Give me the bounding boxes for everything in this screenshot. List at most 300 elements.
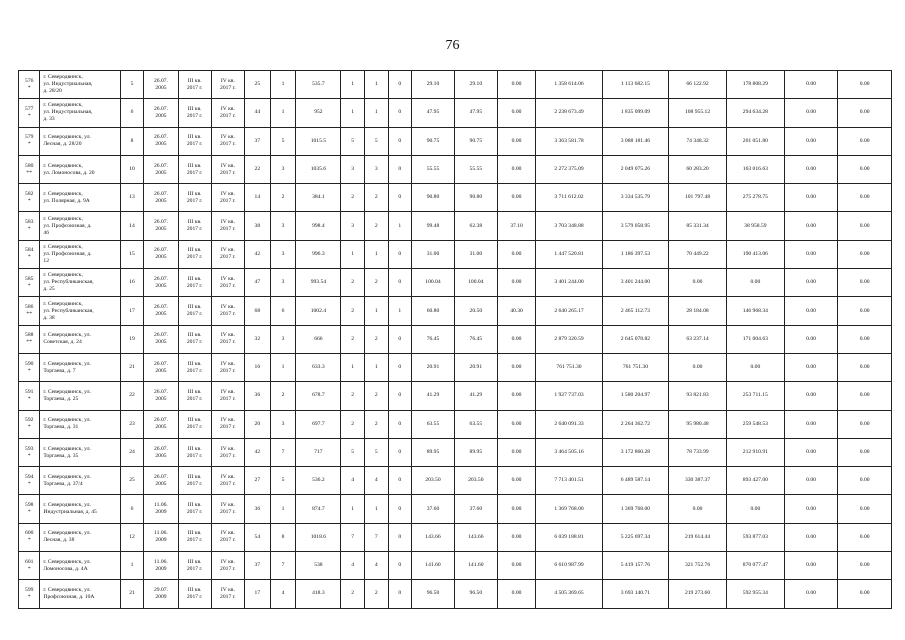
table-cell: 1 — [364, 71, 388, 99]
table-cell: 21 — [120, 580, 144, 608]
table-cell: IV кв. 2017 г. — [211, 495, 244, 523]
table-cell: 203.50 — [454, 467, 497, 495]
table-cell: 68 — [244, 297, 270, 325]
table-cell: 1 — [388, 212, 412, 240]
table-cell: 3 579 058.95 — [602, 212, 668, 240]
address-cell: г. Северодвинск, ул. Ломоносова, д. 20 — [40, 155, 120, 183]
table-cell: IV кв. 2017 г. — [211, 523, 244, 551]
table-cell: 26.07. 2005 — [144, 155, 178, 183]
table-cell: 26.07. 2005 — [144, 99, 178, 127]
table-cell: III кв. 2017 г. — [178, 410, 211, 438]
table-cell: 717 — [296, 438, 341, 466]
table-cell: 585 * — [19, 269, 40, 297]
table-cell: 25 — [244, 71, 270, 99]
table-cell: 1 — [341, 495, 365, 523]
table-cell: 0.00 — [669, 269, 727, 297]
table-cell: 3 464 505.16 — [536, 438, 602, 466]
table-cell: 11.06. 2009 — [144, 495, 178, 523]
table-cell: 60 283.20 — [669, 155, 727, 183]
table-cell: 163 016.63 — [726, 155, 784, 183]
table-cell: 0.00 — [784, 127, 838, 155]
table-cell: 592 * — [19, 410, 40, 438]
table-cell: 26.07. 2005 — [144, 269, 178, 297]
table-cell: 3 — [270, 269, 296, 297]
table-cell: 1 — [120, 552, 144, 580]
table-cell: 6 610 987.99 — [536, 552, 602, 580]
table-cell: 219 273.60 — [669, 580, 727, 608]
table-cell: 0.00 — [784, 269, 838, 297]
table-cell: 952 — [296, 99, 341, 127]
table-row — [19, 127, 892, 155]
table-cell: 3 — [364, 155, 388, 183]
table-cell: 0.00 — [784, 212, 838, 240]
table-cell: 2 264 362.72 — [602, 410, 668, 438]
table-cell: 96.50 — [454, 580, 497, 608]
table-cell: 593 * — [19, 438, 40, 466]
table-cell: 0 — [388, 410, 412, 438]
table-cell: 141.60 — [412, 552, 455, 580]
table-cell: 1 — [364, 99, 388, 127]
table-cell: III кв. 2017 г. — [178, 495, 211, 523]
table-cell: 37.10 — [497, 212, 536, 240]
table-cell: 1 — [364, 297, 388, 325]
table-cell: 55.55 — [412, 155, 455, 183]
table-cell: 2 — [341, 184, 365, 212]
table-cell: 76.45 — [454, 325, 497, 353]
table-cell: 3 088 181.46 — [602, 127, 668, 155]
table-cell: III кв. 2017 г. — [178, 297, 211, 325]
table-cell: 384.1 — [296, 184, 341, 212]
table-cell: 1015.5 — [296, 127, 341, 155]
table-cell: 0 — [388, 467, 412, 495]
table-cell: 28 184.08 — [669, 297, 727, 325]
table-cell: 42 — [244, 438, 270, 466]
table-cell: 633.3 — [296, 353, 341, 381]
table-cell: 0.00 — [669, 353, 727, 381]
table-cell: 78 733.99 — [669, 438, 727, 466]
table-row — [19, 382, 892, 410]
table-cell: 6 — [120, 495, 144, 523]
table-cell: 1 — [364, 240, 388, 268]
table-cell: 3 703 348.88 — [536, 212, 602, 240]
table-cell: 16 — [244, 353, 270, 381]
table-cell: 15 — [120, 240, 144, 268]
table-cell: 2 — [364, 184, 388, 212]
table-cell: 1 — [341, 240, 365, 268]
table-cell: 330 387.37 — [669, 467, 727, 495]
table-cell: III кв. 2017 г. — [178, 325, 211, 353]
table-cell: 0.00 — [497, 552, 536, 580]
register-table — [18, 70, 892, 609]
table-cell: 998.4 — [296, 212, 341, 240]
table-cell: 600 * — [19, 523, 40, 551]
table-cell: 4 — [364, 467, 388, 495]
table-cell: 212 910.91 — [726, 438, 784, 466]
table-cell: III кв. 2017 г. — [178, 240, 211, 268]
table-cell: 0.00 — [784, 155, 838, 183]
table-cell: 1 927 737.03 — [536, 382, 602, 410]
table-cell: 37 — [244, 127, 270, 155]
table-cell: 29.10 — [412, 71, 455, 99]
table-cell: 42 — [244, 240, 270, 268]
table-cell: 0 — [388, 580, 412, 608]
table-cell: 2 645 078.82 — [602, 325, 668, 353]
table-cell: 54 — [244, 523, 270, 551]
table-cell: 19 — [120, 325, 144, 353]
table-cell: 3 711 612.02 — [536, 184, 602, 212]
address-cell: г. Северодвинск, ул. Республиканская, д. 38 — [40, 297, 120, 325]
table-cell: 0.00 — [838, 325, 892, 353]
table-cell: 1 580 204.97 — [602, 382, 668, 410]
table-cell: III кв. 2017 г. — [178, 523, 211, 551]
table-cell: 1 — [341, 71, 365, 99]
table-cell: 1 835 099.09 — [602, 99, 668, 127]
table-cell: 60.80 — [412, 297, 455, 325]
table-cell: 0.00 — [784, 184, 838, 212]
table-cell: 90.80 — [412, 184, 455, 212]
table-cell: 0.00 — [784, 467, 838, 495]
table-cell: 11.06. 2009 — [144, 552, 178, 580]
table-cell: 3 — [341, 155, 365, 183]
table-cell: 1 447 520.81 — [536, 240, 602, 268]
table-row — [19, 353, 892, 381]
table-cell: 47 — [244, 269, 270, 297]
table-cell: 1035.6 — [296, 155, 341, 183]
table-row — [19, 523, 892, 551]
table-cell: 4 — [341, 552, 365, 580]
table-cell: 22 — [120, 382, 144, 410]
table-cell: 0.00 — [784, 438, 838, 466]
address-cell: г. Северодвинск, ул. Полярная, д. 9А — [40, 184, 120, 212]
table-cell: 63.55 — [412, 410, 455, 438]
table-cell: 99.48 — [412, 212, 455, 240]
table-row — [19, 212, 892, 240]
table-cell: 27 — [244, 467, 270, 495]
table-cell: 36 — [244, 495, 270, 523]
table-cell: 0.00 — [497, 99, 536, 127]
address-cell: г. Северодвинск, ул. Индустриальная, д. 28/20 — [40, 71, 120, 99]
address-cell: г. Северодвинск, ул. Торгаева, д. 7 — [40, 353, 120, 381]
table-cell: 31.00 — [412, 240, 455, 268]
table-cell: 761 751.30 — [536, 353, 602, 381]
table-cell: 26.07. 2005 — [144, 184, 178, 212]
table-cell: 577 * — [19, 99, 40, 127]
table-cell: 2 — [364, 325, 388, 353]
table-cell: 6 — [270, 297, 296, 325]
table-cell: 1 — [270, 71, 296, 99]
table-cell: 0.00 — [497, 410, 536, 438]
table-cell: 0.00 — [784, 523, 838, 551]
table-cell: 0.00 — [497, 382, 536, 410]
table-cell: 2 238 673.49 — [536, 99, 602, 127]
address-cell: г. Северодвинск, ул. Торгаева, д. 35 — [40, 438, 120, 466]
table-cell: 0.00 — [497, 325, 536, 353]
table-cell: 29.07. 2009 — [144, 580, 178, 608]
table-cell: 37 — [244, 552, 270, 580]
table-cell: 0 — [388, 353, 412, 381]
table-cell: 10 — [120, 155, 144, 183]
table-cell: 5 — [341, 438, 365, 466]
table-cell: 0.00 — [784, 71, 838, 99]
table-cell: 3 172 860.28 — [602, 438, 668, 466]
table-cell: 0.00 — [838, 71, 892, 99]
table-cell: 0 — [388, 71, 412, 99]
table-cell: 32 — [244, 325, 270, 353]
table-cell: 697.7 — [296, 410, 341, 438]
table-cell: 5 — [270, 467, 296, 495]
table-cell: 253 711.15 — [726, 382, 784, 410]
table-cell: 0 — [388, 382, 412, 410]
table-cell: 74 348.32 — [669, 127, 727, 155]
table-cell: 0.00 — [838, 495, 892, 523]
table-cell: 3 401 244.00 — [536, 269, 602, 297]
table-cell: 0.00 — [838, 184, 892, 212]
address-cell: г. Северодвинск, ул. Лесная, д. 28/20 — [40, 127, 120, 155]
table-cell: 0.00 — [497, 71, 536, 99]
table-cell: 0.00 — [784, 325, 838, 353]
table-cell: 321 752.76 — [669, 552, 727, 580]
table-cell: 63 237.14 — [669, 325, 727, 353]
table-cell: 591 * — [19, 382, 40, 410]
table-cell: 24 — [120, 438, 144, 466]
table-cell: 22 — [244, 155, 270, 183]
table-cell: 47.95 — [454, 99, 497, 127]
table-cell: 1 — [270, 353, 296, 381]
table-cell: 0 — [388, 240, 412, 268]
table-cell: 0.00 — [838, 240, 892, 268]
table-cell: 2 — [364, 212, 388, 240]
table-cell: 89.95 — [412, 438, 455, 466]
table-cell: 2 — [341, 297, 365, 325]
table-cell: 5 419 157.76 — [602, 552, 668, 580]
table-cell: 0 — [388, 552, 412, 580]
address-cell: г. Северодвинск, ул. Ломоносова, д. 4А — [40, 552, 120, 580]
table-cell: 588 ** — [19, 325, 40, 353]
table-cell: 4 — [364, 552, 388, 580]
table-cell: 5 — [364, 438, 388, 466]
table-cell: 666 — [296, 325, 341, 353]
table-cell: 0.00 — [497, 127, 536, 155]
table-cell: 580 ** — [19, 155, 40, 183]
table-cell: 0.00 — [838, 353, 892, 381]
table-cell: 190 413.06 — [726, 240, 784, 268]
table-cell: 20.91 — [454, 353, 497, 381]
table-cell: 0.00 — [838, 127, 892, 155]
table-cell: 90.80 — [454, 184, 497, 212]
table-cell: 1 369 768.00 — [602, 495, 668, 523]
table-cell: III кв. 2017 г. — [178, 155, 211, 183]
table-cell: 1 — [364, 353, 388, 381]
table-row — [19, 495, 892, 523]
table-cell: 0.00 — [838, 212, 892, 240]
table-cell: 5 — [364, 127, 388, 155]
table-cell: 0.00 — [784, 495, 838, 523]
table-cell: 171 004.63 — [726, 325, 784, 353]
table-cell: 601 * — [19, 552, 40, 580]
table-cell: 1 — [388, 297, 412, 325]
table-cell: III кв. 2017 г. — [178, 71, 211, 99]
table-cell: 2 — [341, 382, 365, 410]
table-cell: 586 ** — [19, 297, 40, 325]
table-cell: 592 955.34 — [726, 580, 784, 608]
table-cell: 294 634.28 — [726, 99, 784, 127]
table-row — [19, 155, 892, 183]
table-cell: 2 — [270, 382, 296, 410]
table-cell: III кв. 2017 г. — [178, 99, 211, 127]
table-cell: 25 — [120, 467, 144, 495]
table-cell: 26.07. 2005 — [144, 382, 178, 410]
table-cell: 2 — [341, 410, 365, 438]
table-cell: 90.75 — [454, 127, 497, 155]
table-cell: IV кв. 2017 г. — [211, 297, 244, 325]
table-cell: 146 968.34 — [726, 297, 784, 325]
table-cell: 40.30 — [497, 297, 536, 325]
table-cell: 2 879 320.59 — [536, 325, 602, 353]
table-cell: 576 * — [19, 71, 40, 99]
table-cell: 26.07. 2005 — [144, 410, 178, 438]
table-cell: 3 — [270, 325, 296, 353]
table-cell: 2 — [364, 580, 388, 608]
table-cell: 17 — [244, 580, 270, 608]
table-cell: 178 808.29 — [726, 71, 784, 99]
table-row — [19, 297, 892, 325]
table-cell: 3 334 535.79 — [602, 184, 668, 212]
table-cell: 101 797.48 — [669, 184, 727, 212]
table-cell: 3 — [270, 410, 296, 438]
table-cell: 3 — [270, 212, 296, 240]
table-cell: 36 — [244, 382, 270, 410]
table-cell: 26.07. 2005 — [144, 71, 178, 99]
table-cell: 0 — [388, 184, 412, 212]
table-cell: 96.50 — [412, 580, 455, 608]
table-cell: 0 — [388, 155, 412, 183]
address-cell: г. Северодвинск, ул. Лесная, д. 38 — [40, 523, 120, 551]
table-cell: 5 — [270, 127, 296, 155]
table-cell: 0.00 — [838, 552, 892, 580]
table-cell: 761 751.30 — [602, 353, 668, 381]
table-cell: 2 640 091.33 — [536, 410, 602, 438]
table-cell: IV кв. 2017 г. — [211, 71, 244, 99]
table-cell: 21 — [120, 353, 144, 381]
table-cell: 11.06. 2009 — [144, 523, 178, 551]
table-cell: 93 821.83 — [669, 382, 727, 410]
table-cell: IV кв. 2017 г. — [211, 467, 244, 495]
table-cell: 143.66 — [412, 523, 455, 551]
table-cell: 5 — [120, 71, 144, 99]
table-cell: IV кв. 2017 г. — [211, 410, 244, 438]
table-cell: IV кв. 2017 г. — [211, 580, 244, 608]
table-cell: 5 225 697.34 — [602, 523, 668, 551]
table-cell: 89.95 — [454, 438, 497, 466]
table-cell: 95 980.48 — [669, 410, 727, 438]
table-cell: 593 877.03 — [726, 523, 784, 551]
table-cell: 38 958.59 — [726, 212, 784, 240]
table-cell: 0.00 — [784, 353, 838, 381]
table-row — [19, 325, 892, 353]
table-cell: 582 * — [19, 184, 40, 212]
table-cell: 0 — [388, 438, 412, 466]
table-cell: 2 — [364, 382, 388, 410]
table-cell: 2 — [341, 325, 365, 353]
table-cell: 0.00 — [838, 438, 892, 466]
table-cell: 143.66 — [454, 523, 497, 551]
table-cell: 23 — [120, 410, 144, 438]
table-cell: 100.04 — [412, 269, 455, 297]
table-cell: 37.60 — [412, 495, 455, 523]
table-cell: 594 * — [19, 467, 40, 495]
table-cell: 0.00 — [497, 495, 536, 523]
table-cell: 3 — [270, 240, 296, 268]
table-cell: 66 122.92 — [669, 71, 727, 99]
table-row — [19, 467, 892, 495]
table-cell: 535.7 — [296, 71, 341, 99]
table-cell: 26.07. 2005 — [144, 325, 178, 353]
address-cell: г. Северодвинск, ул. Индустриальная, д. 33 — [40, 99, 120, 127]
table-cell: 29.10 — [454, 71, 497, 99]
table-cell: 7 — [364, 523, 388, 551]
table-cell: 3 — [341, 212, 365, 240]
table-cell: 870 077.47 — [726, 552, 784, 580]
table-cell: III кв. 2017 г. — [178, 438, 211, 466]
table-cell: 90.75 — [412, 127, 455, 155]
table-cell: 0.00 — [784, 580, 838, 608]
table-cell: 7 — [270, 438, 296, 466]
table-cell: 0 — [388, 495, 412, 523]
table-cell: 874.7 — [296, 495, 341, 523]
table-cell: III кв. 2017 г. — [178, 353, 211, 381]
table-cell: 1 — [270, 495, 296, 523]
table-cell: 1002.4 — [296, 297, 341, 325]
table-cell: 0.00 — [784, 240, 838, 268]
table-cell: 16 — [120, 269, 144, 297]
table-cell: 0.00 — [497, 155, 536, 183]
table-row — [19, 552, 892, 580]
table-cell: 0 — [388, 523, 412, 551]
table-cell: 2 465 112.73 — [602, 297, 668, 325]
table-cell: 0.00 — [497, 523, 536, 551]
table-cell: 20.91 — [412, 353, 455, 381]
table-cell: 4 — [341, 467, 365, 495]
table-cell: 0.00 — [784, 552, 838, 580]
table-cell: 13 — [120, 184, 144, 212]
table-cell: 0.00 — [784, 99, 838, 127]
table-cell: 0.00 — [497, 353, 536, 381]
table-cell: 44 — [244, 99, 270, 127]
address-cell: г. Северодвинск, ул. Торгаева, д. 37/4 — [40, 467, 120, 495]
table-cell: III кв. 2017 г. — [178, 467, 211, 495]
table-cell: IV кв. 2017 г. — [211, 438, 244, 466]
table-cell: 20.50 — [454, 297, 497, 325]
table-row — [19, 240, 892, 268]
table-cell: IV кв. 2017 г. — [211, 382, 244, 410]
table-cell: III кв. 2017 г. — [178, 382, 211, 410]
table-cell: 26.07. 2005 — [144, 353, 178, 381]
table-row — [19, 269, 892, 297]
table-cell: IV кв. 2017 г. — [211, 353, 244, 381]
table-cell: III кв. 2017 г. — [178, 184, 211, 212]
table-cell: 63.55 — [454, 410, 497, 438]
table-cell: 993.54 — [296, 269, 341, 297]
table-cell: 1 — [341, 99, 365, 127]
table-cell: 0 — [388, 269, 412, 297]
table-cell: 70 449.22 — [669, 240, 727, 268]
table-cell: 590 * — [19, 353, 40, 381]
table-cell: 55.55 — [454, 155, 497, 183]
table-cell: 203.50 — [412, 467, 455, 495]
table-cell: 0 — [388, 325, 412, 353]
table-cell: 0.00 — [726, 269, 784, 297]
table-cell: 7 713 401.51 — [536, 467, 602, 495]
